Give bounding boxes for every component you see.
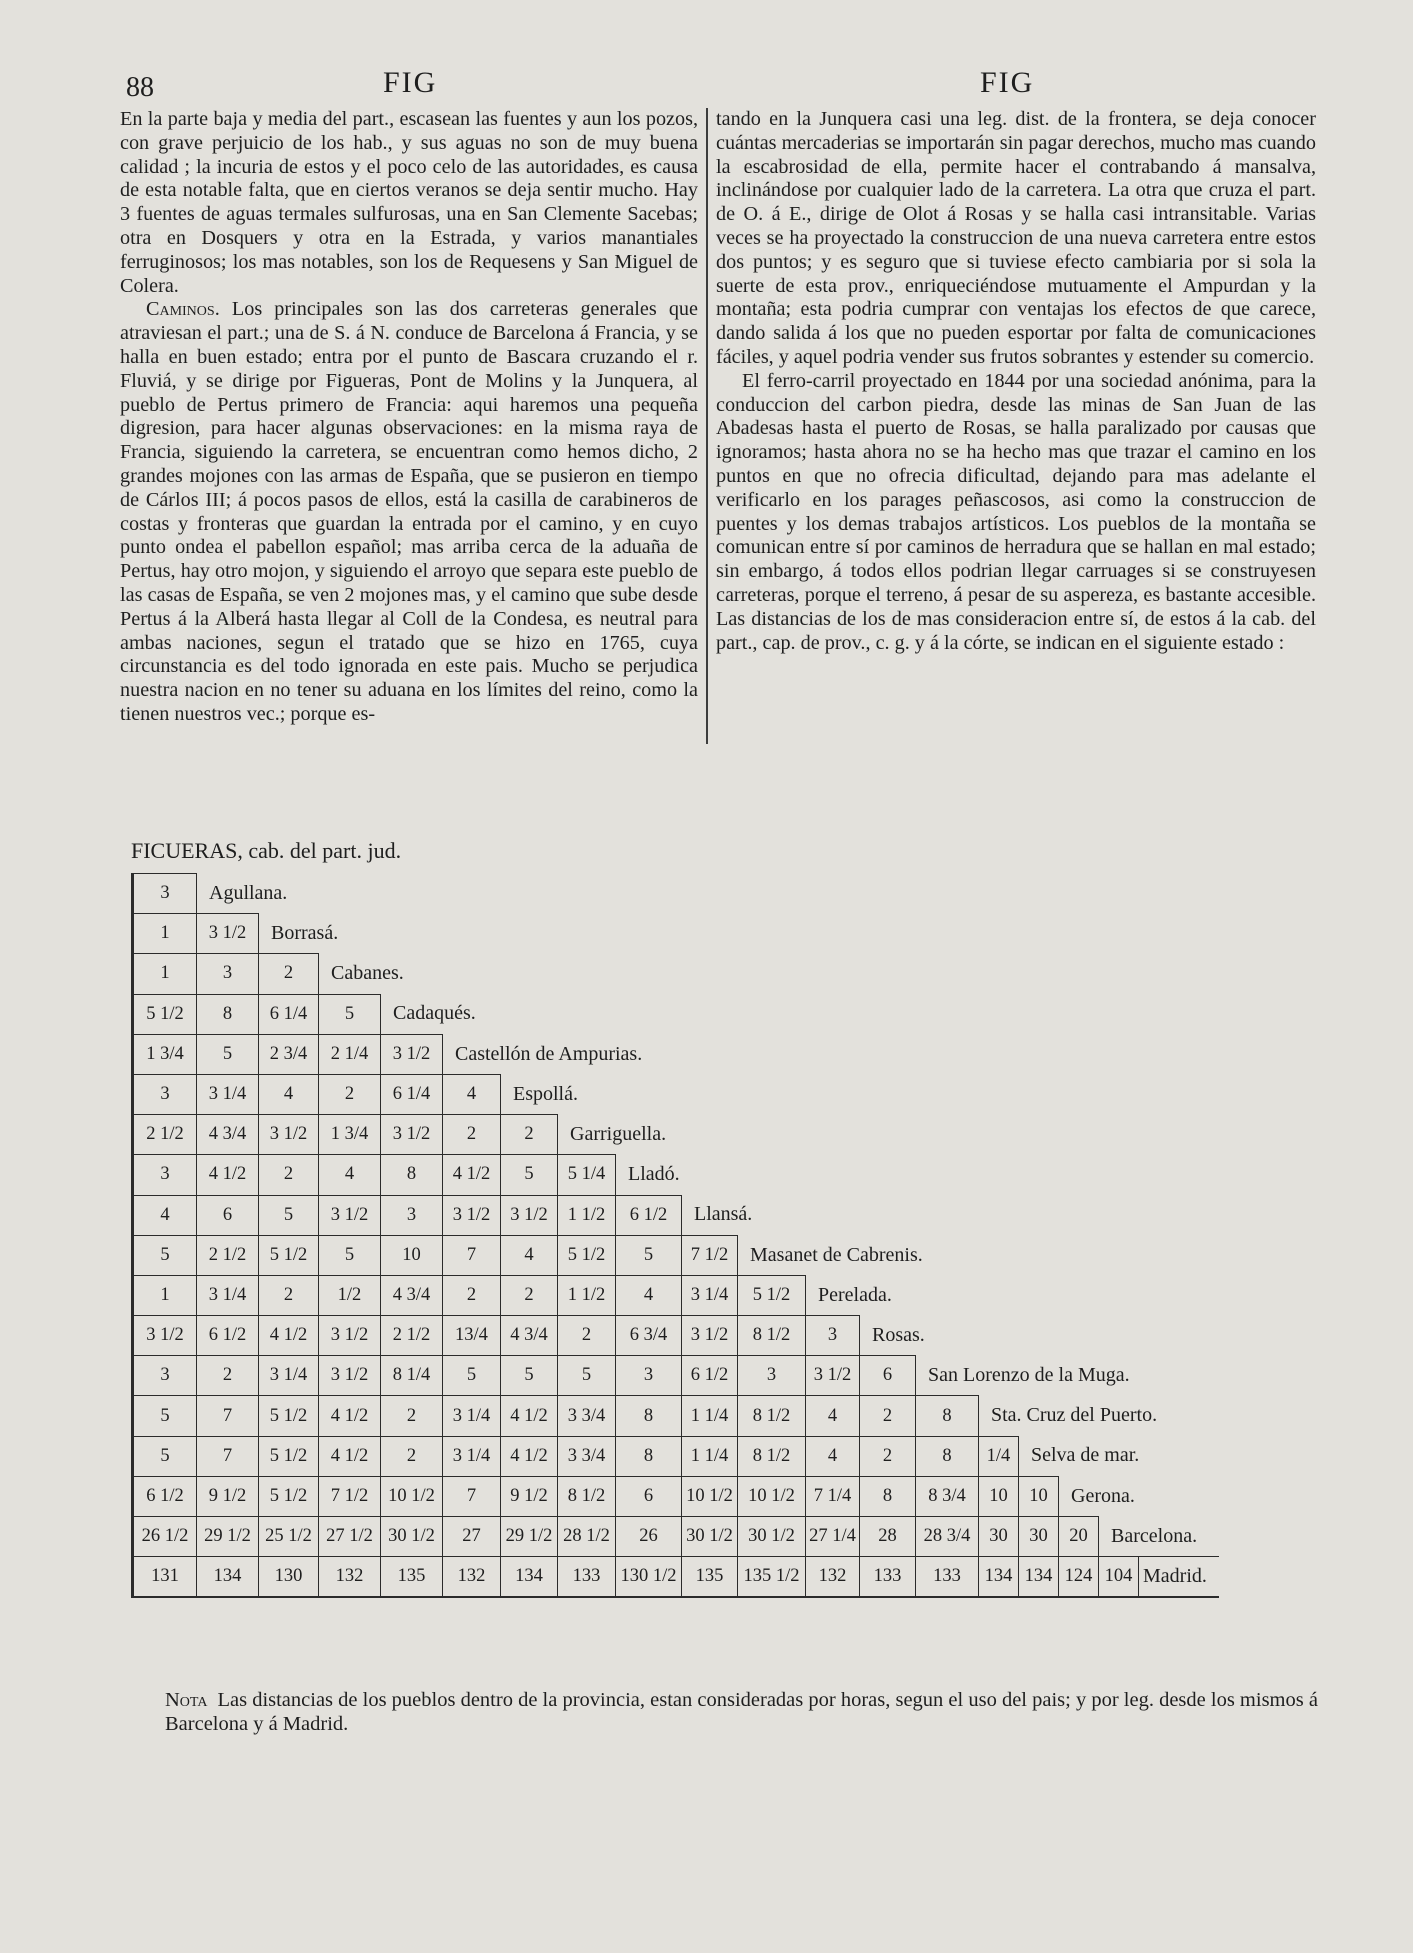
distance-cell: 30 1/2 [738,1517,806,1557]
distance-cell: 7 1/2 [319,1476,381,1516]
distance-cell: 8 [197,994,259,1034]
distance-cell: 27 [443,1517,501,1557]
table-row [133,1074,1219,1114]
distance-cell: 3 1/2 [133,1316,197,1356]
distance-cell: 3 1/4 [197,1074,259,1114]
distance-cell: 5 [616,1235,682,1275]
distance-cell: 4 3/4 [501,1316,558,1356]
distance-cell: 5 [319,994,381,1034]
table-row [133,1235,1219,1275]
distance-cell: 2 [259,1275,319,1315]
distance-cell: 8 1/4 [381,1356,443,1396]
paragraph-ferro-carril: El ferro-carril proyectado en 1844 por una sociedad anónima, para la conduccion del carbon piedra, desde las minas de San Juan de las Abadesas hasta el puerto de Rosas, se halla paralizado por causas que ignoramos; hasta ahora no se ha hecho mas que trazar el camino en los puntos en que no ofrecia dificultad, dejando para mas adelante el verificarlo en los parages peñascosos, asi como la construccion de puentes y los demas trabajos artísticos. Los pueblos de la montaña se comunican entre sí por caminos de herradura que se hallan en mal estado; sin embargo, á todos ellos podrian llegar carruages si se construyesen carreteras, porque el terreno, á pesar de su aspereza, es bastante accesible. Las distancias de los de mas consideracion entre sí, de estos á la cab. del part., cap. de prov., c. g. y á la córte, se indican en el siguiente estado : [716,369,1316,654]
distance-cell: 7 [443,1235,501,1275]
distance-cell: 4 1/2 [259,1316,319,1356]
page-number: 88 [126,72,154,103]
town-name: Rosas. [860,1316,1219,1356]
caminos-text: Los principales son las dos carreteras generales que atraviesan el part.; una de S. á N. conduce de Barcelona á Francia, y se halla en buen estado; entra por el punto de Bascara cruzando el r. Fluviá, y se dirige por Figueras, Pont de Molins y la Junquera, al pueblo de Pertus primero de Francia: aqui haremos una pequeña digresion, para hacer algunas observaciones: en la misma raya de Francia, siguiendo la carretera, se encuentran como hemos dicho, 2 grandes mojones con las armas de España, que se pusieron en tiempo de Cárlos III; á pocos pasos de ellos, está la casilla de carabineros de costas y fronteras que guardan la entrada por el camino, y en cuyo punto ondea el pabellon español; mas arriba cerca de la aduaña de Pertus, hay otro mojon, y siguiendo el arroyo que separa este pueblo de las casas de España, se ven 2 mojones mas, y el camino que sube desde Pertus á la Alberá hasta llegar al Coll de la Condesa, es neutral para ambas naciones, segun el tratado que se hizo en 1765, cuya circunstancia es del todo ignorada en este pais. Mucho se perjudica nuestra nacion en no tener su aduana en los límites del reino, como la tienen nuestros vec.; porque es- [120,298,698,725]
distance-cell: 8 [616,1436,682,1476]
table-row [133,1115,1219,1155]
distance-cell: 2 1/2 [197,1235,259,1275]
distance-cell: 133 [558,1557,616,1598]
distance-cell: 4 [806,1436,860,1476]
distance-cell: 10 1/2 [381,1476,443,1516]
distance-cell: 3 [616,1356,682,1396]
distance-cell: 4 1/2 [443,1155,501,1195]
distance-cell: 135 [682,1557,738,1598]
distance-cell: 4 1/2 [501,1436,558,1476]
distance-cell: 3 1/4 [682,1275,738,1315]
distance-cell: 3 1/2 [259,1115,319,1155]
table-row [133,1396,1219,1436]
town-name: Madrid. [1139,1557,1219,1598]
distance-cell: 4 [319,1155,381,1195]
distance-cell: 25 1/2 [259,1517,319,1557]
town-name: San Lorenzo de la Muga. [916,1356,1219,1396]
distance-cell: 20 [1059,1517,1099,1557]
table-row [133,1517,1219,1557]
distance-cell: 28 [860,1517,916,1557]
distance-cell: 1 1/2 [558,1195,616,1235]
distance-cell: 6 1/2 [133,1476,197,1516]
distance-cell: 2 [319,1074,381,1114]
town-name: Barcelona. [1099,1517,1219,1557]
distance-cell: 6 3/4 [616,1316,682,1356]
distance-cell: 2 [259,954,319,994]
distance-cell: 1 1/4 [682,1436,738,1476]
column-divider [706,108,708,744]
distance-cell: 2 [381,1436,443,1476]
distance-cell: 5 [558,1356,616,1396]
town-name: Lladó. [616,1155,1219,1195]
town-name: Cadaqués. [381,994,1219,1034]
table-row [133,994,1219,1034]
town-name: Selva de mar. [1019,1436,1219,1476]
note-label: Nota [165,1689,208,1711]
distance-cell: 2 [259,1155,319,1195]
distance-cell: 30 [979,1517,1019,1557]
town-name: Borrasá. [259,914,1219,954]
distance-cell: 5 1/2 [738,1275,806,1315]
distance-cell: 5 1/2 [558,1235,616,1275]
distance-cell: 3 [133,874,197,914]
distance-cell: 3 [197,954,259,994]
town-name: Perelada. [806,1275,1219,1315]
town-name: Masanet de Cabrenis. [738,1235,1219,1275]
right-column [716,108,1316,655]
distance-cell: 3 1/2 [319,1356,381,1396]
distance-cell: 130 [259,1557,319,1598]
distance-cell: 131 [133,1557,197,1598]
distance-cell: 3 [806,1316,860,1356]
distance-cell: 2 [501,1275,558,1315]
distance-cell: 8 [616,1396,682,1436]
town-name: Agullana. [197,874,1219,914]
distance-cell: 132 [443,1557,501,1598]
distance-cell: 4 [133,1195,197,1235]
distance-cell: 3 1/2 [197,914,259,954]
distance-cell: 3 1/4 [443,1436,501,1476]
distance-cell: 5 [501,1356,558,1396]
distance-table-title: FICUERAS, cab. del part. jud. [131,838,402,863]
distance-cell: 5 1/2 [133,994,197,1034]
distance-cell: 3 1/2 [381,1034,443,1074]
distance-cell: 133 [916,1557,979,1598]
distance-cell: 3 1/4 [197,1275,259,1315]
table-row [133,1436,1219,1476]
distance-cell: 4 [501,1235,558,1275]
distance-cell: 28 3/4 [916,1517,979,1557]
distance-cell: 5 [133,1436,197,1476]
distance-cell: 10 [979,1476,1019,1516]
distance-cell: 27 1/4 [806,1517,860,1557]
distance-cell: 6 [616,1476,682,1516]
town-name: Cabanes. [319,954,1219,994]
distance-cell: 5 1/4 [558,1155,616,1195]
table-row [133,874,1219,914]
distance-cell: 1 3/4 [319,1115,381,1155]
distance-cell: 2 [558,1316,616,1356]
distance-cell: 2 1/2 [133,1115,197,1155]
distance-cell: 5 [443,1356,501,1396]
distance-cell: 132 [806,1557,860,1598]
distance-cell: 134 [1019,1557,1059,1598]
table-row [133,1356,1219,1396]
distance-cell: 3 [381,1195,443,1235]
distance-cell: 3 1/4 [443,1396,501,1436]
distance-cell: 2 [860,1396,916,1436]
distance-cell: 8 [860,1476,916,1516]
distance-cell: 6 [197,1195,259,1235]
distance-cell: 8 [916,1396,979,1436]
distance-cell: 134 [501,1557,558,1598]
distance-cell: 8 3/4 [916,1476,979,1516]
table-row [133,954,1219,994]
distance-cell: 2 [443,1275,501,1315]
paragraph-aguas: En la parte baja y media del part., escasean las fuentes y aun los pozos, con grave perjuicio de los hab., y sus aguas no son de muy buena calidad ; la incuria de estos y el poco celo de las autoridades, es causa de esta notable falta, que en ciertos veranos se deja sentir mucho. Hay 3 fuentes de aguas termales sulfurosas, una en San Clemente Sacebas; otra en Dosquers y otra en la Estrada, y varios manantiales ferruginosos; los mas notables, son los de Requesens y San Miguel de Colera. [120,108,698,297]
note [165,1688,1325,1736]
distance-cell: 4 1/2 [197,1155,259,1195]
distance-cell: 5 [259,1195,319,1235]
distance-cell: 3 3/4 [558,1396,616,1436]
distance-cell: 3 [133,1155,197,1195]
distance-cell: 5 [197,1034,259,1074]
distance-cell: 7 [197,1436,259,1476]
distance-cell: 26 [616,1517,682,1557]
distance-cell: 9 1/2 [501,1476,558,1516]
table-row [133,1034,1219,1074]
distance-cell: 5 [319,1235,381,1275]
distance-cell: 8 [381,1155,443,1195]
distance-cell: 30 1/2 [682,1517,738,1557]
town-name: Gerona. [1059,1476,1219,1516]
distance-cell: 1 1/4 [682,1396,738,1436]
distance-cell: 1 [133,954,197,994]
distance-cell: 10 1/2 [682,1476,738,1516]
distance-cell: 2 3/4 [259,1034,319,1074]
distance-cell: 30 1/2 [381,1517,443,1557]
distance-cell: 4 3/4 [197,1115,259,1155]
table-row [133,914,1219,954]
distance-cell: 5 [133,1396,197,1436]
distance-cell: 1 3/4 [133,1034,197,1074]
distance-cell: 1 [133,914,197,954]
distance-cell: 8 1/2 [738,1396,806,1436]
distance-cell: 9 1/2 [197,1476,259,1516]
town-name: Castellón de Ampurias. [443,1034,1219,1074]
table-row [133,1275,1219,1315]
distance-cell: 26 1/2 [133,1517,197,1557]
distance-cell: 3 1/2 [806,1356,860,1396]
distance-cell: 4 [806,1396,860,1436]
distance-cell: 5 1/2 [259,1436,319,1476]
distance-cell: 4 3/4 [381,1275,443,1315]
running-header-right: FIG [980,66,1035,99]
distance-cell: 5 [501,1155,558,1195]
distance-cell: 6 1/4 [259,994,319,1034]
table-row [133,1195,1219,1235]
distance-cell: 134 [197,1557,259,1598]
distance-cell: 2 [501,1115,558,1155]
town-name: Espollá. [501,1074,1219,1114]
distance-cell: 5 1/2 [259,1396,319,1436]
town-name: Llansá. [682,1195,1219,1235]
distance-cell: 8 [916,1436,979,1476]
distance-cell: 7 1/2 [682,1235,738,1275]
distance-cell: 8 1/2 [738,1316,806,1356]
distance-cell: 27 1/2 [319,1517,381,1557]
distance-cell: 1 [133,1275,197,1315]
distance-cell: 3 1/4 [259,1356,319,1396]
distance-cell: 5 [133,1235,197,1275]
distance-cell: 4 [259,1074,319,1114]
distance-cell: 4 1/2 [319,1396,381,1436]
distance-cell: 6 1/4 [381,1074,443,1114]
town-name: Sta. Cruz del Puerto. [979,1396,1219,1436]
running-header-left: FIG [383,66,438,99]
distance-cell: 4 [443,1074,501,1114]
distance-cell: 135 [381,1557,443,1598]
distance-table [131,873,1219,1598]
distance-cell: 130 1/2 [616,1557,682,1598]
distance-cell: 10 [1019,1476,1059,1516]
distance-cell: 3 [133,1356,197,1396]
distance-cell: 2 1/4 [319,1034,381,1074]
distance-cell: 8 1/2 [558,1476,616,1516]
distance-cell: 104 [1099,1557,1139,1598]
distance-cell: 2 [381,1396,443,1436]
distance-cell: 3 1/2 [682,1316,738,1356]
distance-cell: 7 1/4 [806,1476,860,1516]
distance-cell: 2 [197,1356,259,1396]
distance-cell: 8 1/2 [738,1436,806,1476]
distance-cell: 3 1/2 [319,1195,381,1235]
distance-cell: 6 [860,1356,916,1396]
distance-cell: 3 [133,1074,197,1114]
distance-cell: 3 1/2 [501,1195,558,1235]
distance-cell: 5 1/2 [259,1476,319,1516]
distance-cell: 3 1/2 [443,1195,501,1235]
table-row [133,1557,1219,1598]
distance-cell: 3 [738,1356,806,1396]
paragraph-contrabando: tando en la Junquera casi una leg. dist. de la frontera, se deja conocer cuántas mercaderias se importarán sin pagar derechos, mucho mas cuando la escabrosidad de ella, permite hacer el contrabando á mansalva, inclinándose por cualquier lado de la carretera. La otra que cruza el part. de O. á E., dirige de Olot á Rosas y se halla casi intransitable. Varias veces se ha proyectado la construccion de una nueva carretera entre estos dos puntos; y es seguro que si tuviese efecto cambiaria por si sola la suerte de esta prov., enriqueciéndose mutuamente el Ampurdan y la montaña; esta podria cumprar con ventajas los efectos de que carece, dando salida á los que no pueden esportar por falta de comunicaciones fáciles, y aquel podria vender sus frutos sobrantes y estender su comercio. [716,108,1316,368]
table-row [133,1316,1219,1356]
distance-cell: 5 1/2 [259,1235,319,1275]
town-name: Garriguella. [558,1115,1219,1155]
caminos-label: Caminos. [146,298,220,321]
distance-cell: 13/4 [443,1316,501,1356]
distance-cell: 2 1/2 [381,1316,443,1356]
distance-cell: 6 1/2 [682,1356,738,1396]
distance-cell: 3 3/4 [558,1436,616,1476]
table-row [133,1155,1219,1195]
distance-cell: 1 1/2 [558,1275,616,1315]
distance-cell: 10 [381,1235,443,1275]
distance-cell: 28 1/2 [558,1517,616,1557]
table-row [133,1476,1219,1516]
distance-cell: 29 1/2 [197,1517,259,1557]
left-column [120,108,698,727]
distance-cell: 1/2 [319,1275,381,1315]
distance-cell: 30 [1019,1517,1059,1557]
paragraph-caminos [120,298,698,726]
distance-cell: 4 [616,1275,682,1315]
distance-cell: 133 [860,1557,916,1598]
distance-cell: 134 [979,1557,1019,1598]
distance-cell: 132 [319,1557,381,1598]
distance-cell: 6 1/2 [197,1316,259,1356]
distance-cell: 7 [443,1476,501,1516]
distance-cell: 10 1/2 [738,1476,806,1516]
distance-cell: 4 1/2 [501,1396,558,1436]
distance-cell: 135 1/2 [738,1557,806,1598]
distance-cell: 1/4 [979,1436,1019,1476]
distance-cell: 29 1/2 [501,1517,558,1557]
note-text: Las distancias de los pueblos dentro de la provincia, estan consideradas por horas, segun el uso del pais; y por leg. desde los mismos á Barcelona y á Madrid. [165,1689,1318,1735]
distance-cell: 2 [860,1436,916,1476]
distance-cell: 124 [1059,1557,1099,1598]
distance-cell: 2 [443,1115,501,1155]
distance-cell: 7 [197,1396,259,1436]
distance-cell: 4 1/2 [319,1436,381,1476]
distance-cell: 3 1/2 [319,1316,381,1356]
distance-cell: 6 1/2 [616,1195,682,1235]
distance-cell: 3 1/2 [381,1115,443,1155]
